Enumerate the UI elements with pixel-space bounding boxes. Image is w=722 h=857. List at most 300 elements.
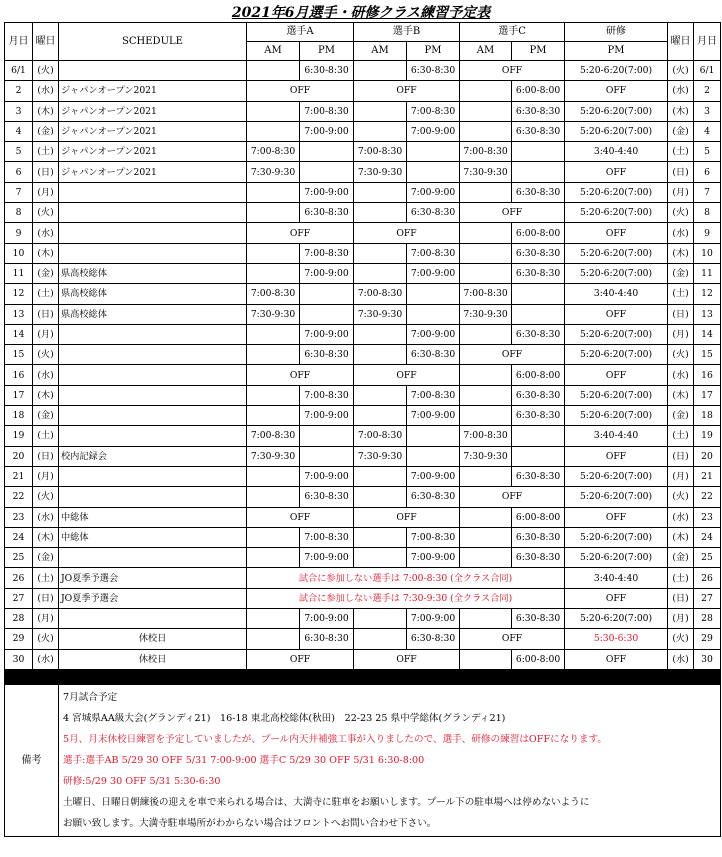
group-a-pm-cell: 7:00-9:00 [300, 548, 354, 568]
schedule-body [5, 61, 721, 670]
kenshu-pm-cell: 5:20-6:20(7:00) [565, 406, 668, 426]
group-a-am-cell: 7:30-9:30 [247, 446, 300, 466]
group-a-am-cell [247, 324, 300, 344]
group-b-pm-cell: 7:00-9:00 [407, 548, 460, 568]
group-c-am-cell: 7:00-8:30 [460, 142, 512, 162]
weekday-cell-right: (木) [668, 101, 694, 121]
weekday-cell-right: (火) [668, 203, 694, 223]
weekday-cell: (木) [33, 101, 59, 121]
schedule-cell: 中総体 [59, 527, 247, 547]
group-a-am-cell [247, 385, 300, 405]
group-c-am-cell [460, 385, 512, 405]
pm-header: PM [407, 42, 460, 61]
kenshu-pm-cell: OFF [565, 223, 668, 243]
weekday-cell-right: (金) [668, 548, 694, 568]
weekday-cell-right: (木) [668, 385, 694, 405]
group-c-am-cell [460, 466, 512, 486]
kenshu-pm-cell: 5:20-6:20(7:00) [565, 121, 668, 141]
group-c-am-cell [460, 324, 512, 344]
weekday-cell-right: (日) [668, 304, 694, 324]
group-c-cell: OFF [460, 345, 565, 365]
group-a-pm-cell: 7:00-9:00 [300, 406, 354, 426]
month-day-cell-right: 24 [694, 527, 721, 547]
month-day-cell-right: 19 [694, 426, 721, 446]
table-row [5, 629, 721, 649]
group-b-am-cell [354, 466, 407, 486]
table-row [5, 223, 721, 243]
group-a-header: 選手A [247, 23, 354, 42]
group-a-am-cell [247, 203, 300, 223]
group-a-am-cell [247, 487, 300, 507]
table-row [5, 345, 721, 365]
group-b-pm-cell: 7:00-9:00 [407, 324, 460, 344]
note-line: 4 宮城県AA級大会(グランディ21) 16-18 東北高校総体(秋田) 22-23 25 県中学総体(グランディ21) [63, 712, 506, 724]
month-day-cell: 3 [5, 101, 33, 121]
group-c-pm-cell [512, 284, 565, 304]
schedule-cell [59, 548, 247, 568]
weekday-cell-right: (月) [668, 324, 694, 344]
kenshu-pm-cell: 3:40-4:40 [565, 426, 668, 446]
group-c-am-cell [460, 81, 512, 101]
group-c-am-cell [460, 263, 512, 283]
group-c-pm-cell: 6:00-8:00 [512, 365, 565, 385]
group-a-pm-cell: 7:00-9:00 [300, 121, 354, 141]
group-a-pm-cell: 6:30-8:30 [300, 487, 354, 507]
merged-practice-cell: 試合に参加しない選手は 7:30-9:30 (全クラス合同) [247, 588, 565, 608]
notes-label: 備考 [5, 684, 59, 836]
month-day-cell-right: 6/1 [694, 61, 721, 81]
schedule-cell: 校内記録会 [59, 446, 247, 466]
group-b-am-cell [354, 121, 407, 141]
month-day-cell: 15 [5, 345, 33, 365]
kenshu-pm-cell: 5:20-6:20(7:00) [565, 487, 668, 507]
group-c-pm-cell: 6:30-8:30 [512, 243, 565, 263]
group-b-am-cell: 7:30-9:30 [354, 446, 407, 466]
month-day-cell: 28 [5, 609, 33, 629]
group-b-am-cell [354, 263, 407, 283]
weekday-cell: (木) [33, 385, 59, 405]
group-a-pm-cell: 7:00-8:30 [300, 527, 354, 547]
group-c-am-cell [460, 223, 512, 243]
month-day-cell: 20 [5, 446, 33, 466]
table-row [5, 243, 721, 263]
weekday-cell: (水) [33, 365, 59, 385]
kenshu-pm-cell: OFF [565, 588, 668, 608]
table-row [5, 101, 721, 121]
group-c-pm-cell [512, 162, 565, 182]
month-day-cell-right: 7 [694, 182, 721, 202]
schedule-cell [59, 223, 247, 243]
group-a-pm-cell [300, 304, 354, 324]
schedule-cell [59, 203, 247, 223]
table-row [5, 121, 721, 141]
weekday-cell: (水) [33, 507, 59, 527]
page-title: 2021年6月選手・研修クラス練習予定表 [231, 5, 491, 21]
month-day-cell: 30 [5, 649, 33, 669]
month-day-cell: 29 [5, 629, 33, 649]
month-day-cell-right: 17 [694, 385, 721, 405]
note-line: 7月試合予定 [63, 691, 118, 703]
group-b-am-cell: 7:00-8:30 [354, 426, 407, 446]
weekday-cell: (土) [33, 284, 59, 304]
table-row [5, 466, 721, 486]
month-day-cell-right: 9 [694, 223, 721, 243]
kenshu-pm-cell: 5:30-6:30 [565, 629, 668, 649]
group-a-am-cell [247, 548, 300, 568]
group-a-am-cell [247, 243, 300, 263]
group-b-am-cell [354, 203, 407, 223]
weekday-cell-right: (金) [668, 121, 694, 141]
group-b-pm-cell: 7:00-8:30 [407, 527, 460, 547]
weekday-cell-right: (日) [668, 446, 694, 466]
group-c-am-cell [460, 527, 512, 547]
weekday-cell: (月) [33, 182, 59, 202]
month-day-cell: 22 [5, 487, 33, 507]
kenshu-pm-cell: 5:20-6:20(7:00) [565, 527, 668, 547]
group-a-am-cell [247, 609, 300, 629]
table-row [5, 609, 721, 629]
table-row [5, 426, 721, 446]
kenshu-pm-cell: 5:20-6:20(7:00) [565, 263, 668, 283]
group-b-am-cell [354, 629, 407, 649]
table-row [5, 142, 721, 162]
weekday-cell-right: (日) [668, 588, 694, 608]
weekday-cell-right: (火) [668, 487, 694, 507]
weekday-cell: (火) [33, 487, 59, 507]
month-day-cell-right: 6 [694, 162, 721, 182]
month-day-cell: 10 [5, 243, 33, 263]
weekday-cell-right: (木) [668, 527, 694, 547]
month-day-cell: 9 [5, 223, 33, 243]
group-b-pm-cell [407, 304, 460, 324]
schedule-header: SCHEDULE [59, 23, 247, 61]
month-day-cell: 8 [5, 203, 33, 223]
group-b-pm-cell: 7:00-9:00 [407, 182, 460, 202]
group-b-pm-cell: 6:30-8:30 [407, 629, 460, 649]
month-day-cell-right: 18 [694, 406, 721, 426]
kenshu-pm-cell: 5:20-6:20(7:00) [565, 548, 668, 568]
group-c-am-cell: 7:30-9:30 [460, 162, 512, 182]
table-row [5, 588, 721, 608]
group-c-am-cell [460, 507, 512, 527]
group-a-am-cell [247, 466, 300, 486]
weekday-cell: (日) [33, 162, 59, 182]
month-day-cell: 14 [5, 324, 33, 344]
month-day-cell-right: 30 [694, 649, 721, 669]
group-a-pm-cell [300, 142, 354, 162]
group-b-pm-cell: 7:00-9:00 [407, 121, 460, 141]
weekday-cell: (水) [33, 223, 59, 243]
weekday-cell: (金) [33, 548, 59, 568]
month-day-cell: 16 [5, 365, 33, 385]
kenshu-pm-cell: 5:20-6:20(7:00) [565, 101, 668, 121]
group-a-pm-cell: 7:00-9:00 [300, 324, 354, 344]
schedule-cell: ジャパンオープン2021 [59, 121, 247, 141]
notes-row [5, 684, 721, 836]
weekday-cell-right: (水) [668, 365, 694, 385]
schedule-cell [59, 182, 247, 202]
kenshu-pm-cell: 3:40-4:40 [565, 142, 668, 162]
group-a-cell: OFF [247, 365, 354, 385]
schedule-cell [59, 385, 247, 405]
kenshu-pm-cell: OFF [565, 365, 668, 385]
group-c-pm-cell: 6:30-8:30 [512, 385, 565, 405]
weekday-cell-right: (月) [668, 182, 694, 202]
separator-bar [5, 669, 721, 684]
group-a-pm-cell [300, 446, 354, 466]
group-a-pm-cell: 7:00-9:00 [300, 263, 354, 283]
month-day-cell: 19 [5, 426, 33, 446]
schedule-cell: ジャパンオープン2021 [59, 81, 247, 101]
note-line: 選手:選手AB 5/29 30 OFF 5/31 7:00-9:00 選手C 5/29 30 OFF 5/31 6:30-8:00 [63, 754, 425, 766]
group-c-am-cell [460, 548, 512, 568]
weekday-cell: (火) [33, 629, 59, 649]
kenshu-pm-cell: 5:20-6:20(7:00) [565, 61, 668, 81]
kenshu-pm-cell: OFF [565, 162, 668, 182]
weekday-cell: (木) [33, 243, 59, 263]
group-b-pm-cell [407, 162, 460, 182]
group-b-am-cell [354, 182, 407, 202]
month-day-cell-right: 12 [694, 284, 721, 304]
group-c-cell: OFF [460, 203, 565, 223]
group-c-am-cell: 7:30-9:30 [460, 446, 512, 466]
schedule-cell [59, 365, 247, 385]
weekday-header-right: 曜日 [668, 23, 694, 61]
kenshu-pm-cell: 5:20-6:20(7:00) [565, 324, 668, 344]
group-b-am-cell: 7:00-8:30 [354, 284, 407, 304]
table-row [5, 527, 721, 547]
month-day-cell-right: 21 [694, 466, 721, 486]
month-day-cell: 18 [5, 406, 33, 426]
table-row [5, 304, 721, 324]
group-a-cell: OFF [247, 81, 354, 101]
weekday-cell: (日) [33, 304, 59, 324]
weekday-cell-right: (水) [668, 81, 694, 101]
month-day-cell: 5 [5, 142, 33, 162]
group-b-am-cell [354, 324, 407, 344]
pm-header: PM [300, 42, 354, 61]
weekday-cell-right: (土) [668, 568, 694, 588]
schedule-cell [59, 406, 247, 426]
group-a-am-cell [247, 629, 300, 649]
group-c-pm-cell: 6:30-8:30 [512, 609, 565, 629]
month-day-cell: 6/1 [5, 61, 33, 81]
table-row [5, 81, 721, 101]
group-a-pm-cell: 7:00-9:00 [300, 466, 354, 486]
group-c-pm-cell: 6:00-8:00 [512, 507, 565, 527]
group-a-pm-cell: 7:00-8:30 [300, 385, 354, 405]
weekday-cell: (日) [33, 446, 59, 466]
weekday-cell-right: (金) [668, 263, 694, 283]
merged-practice-cell: 試合に参加しない選手は 7:00-8:30 (全クラス合同) [247, 568, 565, 588]
am-header: AM [247, 42, 300, 61]
month-day-cell: 11 [5, 263, 33, 283]
group-b-pm-cell: 7:00-8:30 [407, 243, 460, 263]
group-b-pm-cell [407, 284, 460, 304]
group-b-am-cell: 7:30-9:30 [354, 304, 407, 324]
group-a-am-cell [247, 182, 300, 202]
month-day-cell-right: 5 [694, 142, 721, 162]
month-day-cell-right: 23 [694, 507, 721, 527]
table-row [5, 507, 721, 527]
month-day-cell: 7 [5, 182, 33, 202]
table-row [5, 487, 721, 507]
month-day-cell: 21 [5, 466, 33, 486]
group-c-pm-cell [512, 304, 565, 324]
schedule-cell [59, 609, 247, 629]
pm-header: PM [512, 42, 565, 61]
weekday-cell: (火) [33, 61, 59, 81]
table-row [5, 446, 721, 466]
am-header: AM [354, 42, 407, 61]
note-line: お願い致します。大満寺駐車場所がわからない場合はフロントへお問い合わせ下さい。 [63, 817, 437, 829]
note-line: 研修:5/29 30 OFF 5/31 5:30-6:30 [63, 775, 221, 787]
weekday-cell-right: (金) [668, 406, 694, 426]
group-c-pm-cell: 6:30-8:30 [512, 527, 565, 547]
month-day-cell: 24 [5, 527, 33, 547]
group-a-am-cell: 7:30-9:30 [247, 304, 300, 324]
table-row [5, 284, 721, 304]
group-a-am-cell: 7:00-8:30 [247, 426, 300, 446]
month-day-cell-right: 25 [694, 548, 721, 568]
group-c-cell: OFF [460, 61, 565, 81]
table-row [5, 406, 721, 426]
group-a-pm-cell: 6:30-8:30 [300, 629, 354, 649]
am-header: AM [460, 42, 512, 61]
table-row [5, 203, 721, 223]
group-b-am-cell [354, 101, 407, 121]
month-day-cell-right: 15 [694, 345, 721, 365]
group-a-pm-cell: 7:00-9:00 [300, 609, 354, 629]
group-b-pm-cell: 7:00-9:00 [407, 263, 460, 283]
kenshu-pm-cell: 5:20-6:20(7:00) [565, 345, 668, 365]
group-b-cell: OFF [354, 223, 460, 243]
group-b-pm-cell [407, 426, 460, 446]
group-a-am-cell [247, 527, 300, 547]
group-c-am-cell [460, 406, 512, 426]
group-a-cell: OFF [247, 507, 354, 527]
group-a-cell: OFF [247, 223, 354, 243]
month-day-cell-right: 20 [694, 446, 721, 466]
group-a-pm-cell: 7:00-8:30 [300, 243, 354, 263]
month-day-cell: 23 [5, 507, 33, 527]
weekday-cell: (月) [33, 324, 59, 344]
schedule-cell: 県高校総体 [59, 304, 247, 324]
group-b-am-cell [354, 61, 407, 81]
group-b-pm-cell [407, 142, 460, 162]
group-a-am-cell: 7:00-8:30 [247, 284, 300, 304]
group-b-cell: OFF [354, 649, 460, 669]
header-row-groups [5, 23, 721, 42]
month-day-cell: 13 [5, 304, 33, 324]
group-a-pm-cell [300, 426, 354, 446]
table-row [5, 162, 721, 182]
weekday-cell-right: (土) [668, 426, 694, 446]
group-b-am-cell [354, 345, 407, 365]
table-row [5, 324, 721, 344]
schedule-cell [59, 324, 247, 344]
month-day-cell: 26 [5, 568, 33, 588]
schedule-cell [59, 487, 247, 507]
weekday-cell-right: (土) [668, 284, 694, 304]
group-c-am-cell [460, 365, 512, 385]
table-row [5, 568, 721, 588]
group-a-pm-cell [300, 284, 354, 304]
weekday-cell-right: (火) [668, 61, 694, 81]
group-b-am-cell [354, 527, 407, 547]
weekday-cell: (土) [33, 142, 59, 162]
kenshu-pm-cell: OFF [565, 649, 668, 669]
weekday-cell: (金) [33, 121, 59, 141]
group-b-pm-cell: 7:00-9:00 [407, 466, 460, 486]
month-day-cell: 27 [5, 588, 33, 608]
weekday-cell-right: (火) [668, 629, 694, 649]
group-a-am-cell [247, 101, 300, 121]
schedule-cell [59, 345, 247, 365]
group-c-am-cell [460, 243, 512, 263]
table-row [5, 263, 721, 283]
weekday-cell: (火) [33, 203, 59, 223]
schedule-cell: 県高校総体 [59, 263, 247, 283]
group-c-am-cell [460, 182, 512, 202]
group-b-pm-cell: 7:00-9:00 [407, 406, 460, 426]
schedule-cell [59, 466, 247, 486]
weekday-header: 曜日 [33, 23, 59, 61]
group-c-pm-cell: 6:30-8:30 [512, 548, 565, 568]
weekday-cell: (水) [33, 81, 59, 101]
schedule-table [4, 22, 721, 837]
schedule-cell [59, 61, 247, 81]
month-day-cell-right: 11 [694, 263, 721, 283]
month-day-cell: 2 [5, 81, 33, 101]
schedule-cell: 県高校総体 [59, 284, 247, 304]
group-a-am-cell: 7:00-8:30 [247, 142, 300, 162]
month-day-cell: 17 [5, 385, 33, 405]
group-c-cell: OFF [460, 487, 565, 507]
group-c-am-cell [460, 649, 512, 669]
group-b-am-cell [354, 406, 407, 426]
group-c-pm-cell: 6:00-8:00 [512, 81, 565, 101]
kenshu-pm-cell: 5:20-6:20(7:00) [565, 385, 668, 405]
group-c-pm-cell: 6:30-8:30 [512, 182, 565, 202]
table-row [5, 385, 721, 405]
note-line: 5月、月末休校日練習を予定していましたが、プール内天井補強工事が入りましたので、選手、研修の練習はOFFになります。 [63, 733, 607, 745]
group-b-cell: OFF [354, 507, 460, 527]
group-b-am-cell: 7:30-9:30 [354, 162, 407, 182]
kenshu-pm-cell: 5:20-6:20(7:00) [565, 203, 668, 223]
group-b-pm-cell: 6:30-8:30 [407, 203, 460, 223]
month-day-cell-right: 26 [694, 568, 721, 588]
month-day-cell-right: 16 [694, 365, 721, 385]
weekday-cell: (金) [33, 263, 59, 283]
group-c-am-cell: 7:00-8:30 [460, 284, 512, 304]
group-b-pm-cell: 7:00-8:30 [407, 101, 460, 121]
kenshu-pm-cell: 3:40-4:40 [565, 284, 668, 304]
month-day-cell-right: 2 [694, 81, 721, 101]
weekday-cell: (土) [33, 426, 59, 446]
schedule-cell [59, 243, 247, 263]
table-row [5, 649, 721, 669]
group-b-pm-cell: 6:30-8:30 [407, 61, 460, 81]
group-b-pm-cell: 6:30-8:30 [407, 487, 460, 507]
month-day-cell: 25 [5, 548, 33, 568]
group-c-pm-cell [512, 142, 565, 162]
pm-header: PM [565, 42, 668, 61]
month-day-cell-right: 3 [694, 101, 721, 121]
group-a-am-cell: 7:30-9:30 [247, 162, 300, 182]
schedule-cell: ジャパンオープン2021 [59, 142, 247, 162]
notes-cell [59, 684, 721, 836]
